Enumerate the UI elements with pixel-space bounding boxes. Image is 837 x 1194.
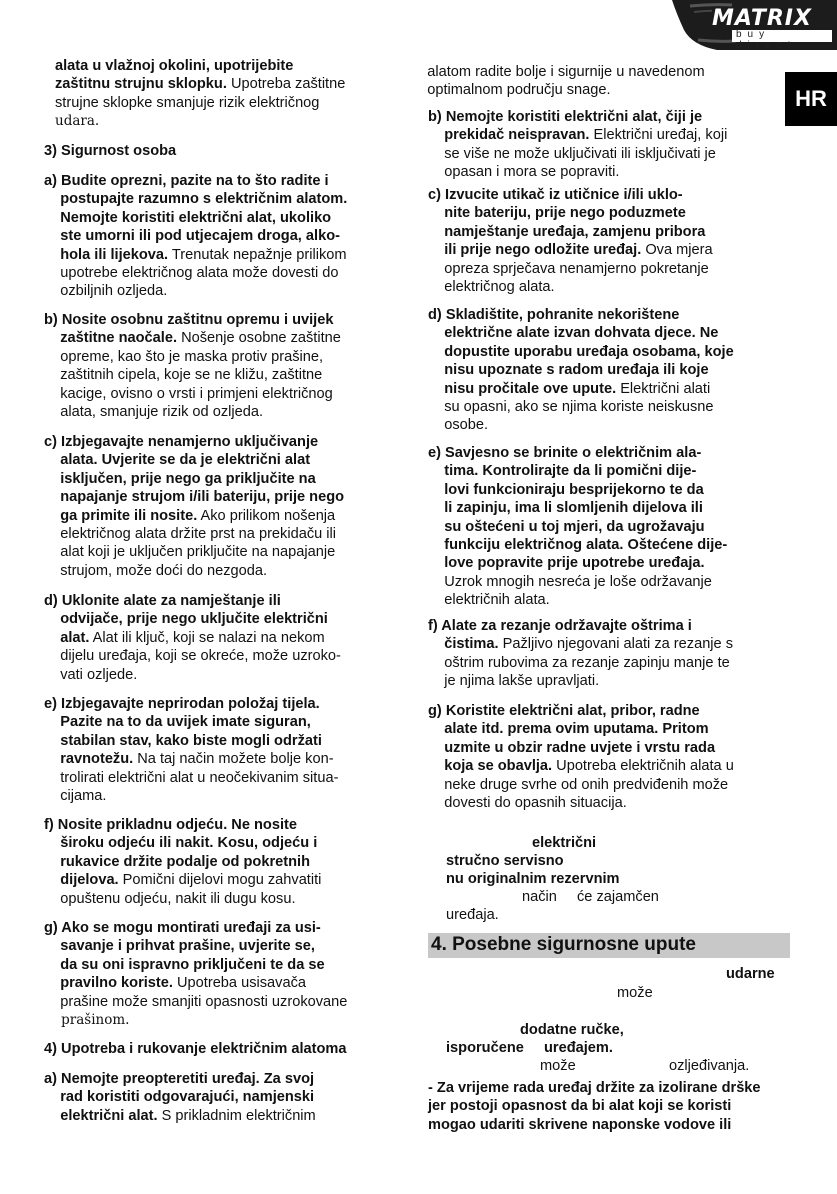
bold-text-run: Pazite na to da uvijek imate siguran, [44,714,311,731]
bold-text-run: stabilan stav, kako biste mogli održati [44,732,322,749]
bold-text-run: dopustite uporabu uređaja osobama, koje [428,343,734,360]
special-frag-4b: uređajem. [544,1040,613,1056]
bold-text-run: odvijače, prije nego uključite električni [44,611,328,628]
special-frag-5b: ozljeđivanja. [669,1058,750,1074]
bold-text-run: f) Nosite prikladnu odjeću. Ne nosite [44,817,297,833]
text-line [428,380,734,398]
text-line [44,713,338,731]
text-run: Upotreba električnih alata u [552,758,734,775]
text-line [44,1011,347,1029]
text-run: trolirati električni alat u neočekivanim situa- [44,769,339,786]
bold-text-run: čistima. [428,636,499,653]
left-item-a [44,172,347,301]
text-line [44,647,341,665]
special-frag-4a: isporučene [446,1040,524,1056]
text-run: cijama. [44,787,107,804]
text-run: Trenutak nepažnje prilikom [168,246,347,263]
text-run: Na taj način možete bolje kon- [133,751,334,768]
text-run: se više ne može uključivati ili isključivati je [428,145,716,162]
text-line [428,462,727,480]
text-run: S prikladnim električnim [157,1107,316,1124]
text-line [44,769,338,787]
text-run: Ova mjera [641,242,713,259]
left-item-f [44,816,321,908]
bold-text-run: električni alat. [44,1107,158,1124]
text-line [428,343,734,361]
text-line [428,398,734,416]
text-run: Nošenje osobne zaštitne [177,330,341,347]
text-line [44,264,347,282]
text-line [428,518,727,536]
bold-text-run: b) Nosite osobnu zaštitnu opremu i uvijek [44,312,334,328]
text-line [44,282,347,300]
right-final [428,1079,761,1134]
text-run: prašine može smanjiti opasnosti uzrokovane [44,993,348,1010]
text-line [44,853,321,871]
bold-text-run: a) Budite oprezni, pazite na to što radite i [44,173,329,189]
text-line [44,787,338,805]
bold-text-run: zaštitne naočale. [44,330,178,347]
text-line [428,145,727,163]
text-line [44,993,347,1011]
text-run: električnog alata držite prst na prekidaču ili [44,525,337,542]
text-line [44,311,341,329]
text-line [44,956,347,974]
bold-text-run: nisu pročitale ove upute. [428,380,617,397]
service-frag-1: električni [532,835,597,851]
text-run: opasan i mora se popraviti. [428,164,620,181]
bold-text-run: g) Ako se mogu montirati uređaji za usi- [44,920,321,936]
text-line [44,348,341,366]
text-line [44,190,347,208]
text-run: alata, smanjuje rizik od ozljeda. [44,403,264,420]
section-title-bar [428,933,790,958]
special-frag-2: može [617,985,653,1001]
bold-text-run: da su oni ispravno priključeni te da se [44,956,325,973]
text-run: dijelu uređaja, koji se okreće, može uzroko- [44,648,341,665]
text-line [44,172,347,190]
text-run: osobe. [428,417,489,434]
text-line [428,186,713,204]
text-line [44,329,341,347]
text-line [428,1079,761,1097]
text-run: zaštitnih cipela, koje se ne kližu, zaštitne [44,367,323,384]
text-run: Pažljivo njegovani alati za rezanje s [498,636,734,653]
left-item-c [44,433,344,580]
text-line [428,241,713,259]
text-line [428,794,734,812]
text-run: alatom radite bolje i sigurnije u navedenom [411,64,705,80]
text-line [428,635,733,653]
service-frag-5: uređaja. [446,907,499,923]
bold-text-run: zaštitnu strujnu sklopku. [55,76,227,93]
text-run: optimalnom području snage. [411,82,611,99]
text-run: su opasni, ako se njima koriste neiskusne [428,398,714,415]
text-line [44,403,341,421]
text-line [44,366,341,384]
text-line [428,278,713,296]
bold-text-run: lovi funkcioniraju besprijekorno te da [428,481,704,498]
bold-text-run: namještanje uređaja, zamjenu pribora [428,223,706,240]
language-tab: HR [785,72,837,126]
text-line [428,617,733,635]
text-line [428,260,713,278]
text-run: upotrebe električnog alata može dovesti do [44,264,339,281]
text-line [428,1097,761,1115]
text-line [44,629,341,647]
bold-text-run: ili prije nego odložite uređaj. [428,242,642,259]
special-frag-1: udarne [726,966,775,982]
service-frag-3: nu originalnim rezervnim [446,871,620,887]
bold-text-run: e) Savjesno se brinite o električnim ala- [428,445,702,461]
bold-text-run: ga primite ili nosite. [44,507,198,524]
section-title: 4. Posebne sigurnosne upute [431,934,696,955]
text-line [44,227,347,245]
brand-name: MATRIX [712,6,812,31]
text-run: dovesti do opasnih situacija. [428,794,627,811]
right-item-c [428,186,713,296]
text-line [428,361,734,379]
text-line [428,1116,761,1134]
text-line [428,591,727,609]
left-item-b [44,311,341,421]
text-line [428,720,734,738]
service-frag-2: stručno servisno [446,853,564,869]
right-item-f [428,617,733,691]
text-line [44,525,344,543]
bold-text-run: rukavice držite podalje od pokretnih [44,853,310,870]
text-line [428,108,727,126]
text-run: je njima lakše upravljati. [428,673,600,690]
text-line [428,306,734,324]
bold-text-run: tima. Kontrolirajte da li pomični dije- [428,463,697,480]
text-line [55,112,345,130]
right-intro [411,63,705,100]
bold-text-run: f) Alate za rezanje održavajte oštrima i [428,618,692,634]
bold-text-run: postupajte razumno s električnim alatom. [44,191,348,208]
left-item-a4 [44,1070,316,1125]
text-line [428,481,727,499]
bold-text-run: b) Nemojte koristiti električni alat, čiji je [428,109,703,125]
bold-text-run: isključen, prije nego ga priključite na [44,470,316,487]
bold-text-run: c) Izbjegavajte nenamjerno uključivanje [44,434,319,450]
bold-text-run: mogao udariti skrivene naponske vodove ili [428,1116,732,1133]
text-line [44,385,341,403]
special-frag-5a: može [540,1058,576,1074]
bold-text-run: dijelova. [44,872,119,889]
text-line [44,974,347,992]
bold-text-run: d) Uklonite alate za namještanje ili [44,593,281,609]
text-run: alat koji je uključen priključite na napajanje [44,544,336,561]
brand-tagline: buy direct [736,29,797,51]
heading-personal-safety: 3) Sigurnost osoba [44,143,177,159]
service-frag-4a: način [522,889,557,905]
bold-text-run: Nemojte koristiti električni alat, ukoliko [44,209,332,226]
bold-text-run: koja se obavlja. [428,758,553,775]
bold-text-run: li zapinju, ima li slomljenih dijelova ili [428,500,703,517]
text-line [44,543,344,561]
bold-text-run: jer postoji opasnost da bi alat koji se koristi [428,1098,732,1115]
text-run: Ako prilikom nošenja [197,507,336,524]
text-line [428,536,727,554]
bold-text-run: nite bateriju, prije nego poduzmete [428,205,686,222]
left-item-d [44,592,341,684]
bold-text-run: alata. Uvjerite se da je električni alat [44,452,311,469]
text-run: ozbiljnih ozljeda. [44,283,168,300]
left-item-g [44,919,347,1029]
bold-text-run: e) Izbjegavajte neprirodan položaj tijela. [44,696,320,712]
right-item-d [428,306,734,435]
text-line [428,444,727,462]
bold-text-run: prekidač neispravan. [428,127,590,144]
text-line [44,890,321,908]
bold-text-run: pravilno koriste. [44,975,173,992]
text-line [428,126,727,144]
text-run: Električni uređaj, koji [589,127,728,144]
text-run: udara. [55,113,100,130]
text-run: Pomični dijelovi mogu zahvatiti [118,872,322,889]
text-line [44,666,341,684]
text-run: Upotreba zaštitne [226,76,346,93]
special-frag-3: dodatne ručke, [520,1022,624,1038]
right-item-b [428,108,727,182]
text-line [44,1070,316,1088]
text-run: oštrim rubovima za rezanje zapinju manje te [428,654,730,671]
bold-text-run: a) Nemojte preopteretiti uređaj. Za svoj [44,1071,315,1087]
bold-text-run: uzmite u obzir radne uvjete i vrstu rada [428,739,716,756]
text-line [411,81,705,99]
text-line [44,919,347,937]
bold-text-run: savanje i prihvat prašine, uvjerite se, [44,938,315,955]
bold-text-run: alata u vlažnoj okolini, upotrijebite [55,58,294,74]
text-line [44,937,347,955]
text-line [428,499,727,517]
text-run: električnih alata. [428,592,550,609]
text-run: neke druge svrhe od onih predviđenih može [428,776,729,793]
bold-text-run: g) Koristite električni alat, pribor, radne [428,703,700,719]
bold-text-run: - Za vrijeme rada uređaj držite za izolirane drške [428,1080,761,1096]
bold-text-run: nisu upoznate s radom uređaja ili koje [428,362,709,379]
text-line [411,63,705,81]
text-line [44,592,341,610]
bold-text-run: napajanje strujom i/ili bateriju, prije nego [44,489,345,506]
right-item-g [428,702,734,812]
text-line [428,654,733,672]
text-run: opreme, kao što je maska protiv prašine, [44,348,324,365]
text-run: Upotreba usisavača [172,975,306,992]
bold-text-run: c) Izvucite utikač iz utičnice i/ili uklo- [428,187,683,203]
text-line [44,433,344,451]
bold-text-run: široku odjeću ili nakit. Kosu, odjeću i [44,835,318,852]
left-item-e [44,695,338,805]
text-line [44,871,321,889]
bold-text-run: hola ili lijekova. [44,246,169,263]
text-line [44,610,341,628]
text-line [428,204,713,222]
text-line [44,246,347,264]
bold-text-run: alat. [44,629,90,646]
text-line [428,163,727,181]
text-line [55,57,345,75]
text-run: kacige, ovisno o vrsti i primjeni električnog [44,385,333,402]
text-run: opreza sprječava nenamjerno pokretanje [428,260,709,277]
text-line [44,1107,316,1125]
text-line [428,739,734,757]
text-line [428,554,727,572]
bold-text-run: love popravite prije upotrebe uređaja. [428,555,705,572]
text-line [428,573,727,591]
text-line [44,695,338,713]
text-line [44,750,338,768]
text-line [428,702,734,720]
text-line [55,75,345,93]
text-run: prašinom. [44,1011,130,1028]
bold-text-run: ste umorni ili pod utjecajem droga, alko- [44,228,340,245]
text-line [44,1088,316,1106]
text-run: strujom, može doći do nezgoda. [44,562,268,579]
bold-text-run: rad koristiti odgovarajući, namjenski [44,1089,315,1106]
right-item-e [428,444,727,610]
text-line [44,470,344,488]
text-line [44,451,344,469]
service-frag-4b: će zajamčen [577,889,659,905]
text-line [428,324,734,342]
matrix-logo [672,0,837,50]
text-line [428,757,734,775]
bold-text-run: alate itd. prema ovim uputama. Pritom [428,721,709,738]
bold-text-run: električne alate izvan dohvata djece. Ne [428,325,719,342]
heading-tool-use: 4) Upotreba i rukovanje električnim alatoma [44,1041,347,1057]
text-line [428,416,734,434]
bold-text-run: ravnotežu. [44,751,134,768]
text-line [55,94,345,112]
bold-text-run: funkciju električnog alata. Oštećene dije- [428,536,728,553]
text-run: Uzrok mnogih nesreća je loše održavanje [428,573,712,590]
text-line [428,776,734,794]
text-run: Alat ili ključ, koji se nalazi na nekom [89,629,325,646]
bold-text-run: d) Skladištite, pohranite nekorištene [428,307,680,323]
text-line [428,672,733,690]
text-run: Električni alati [616,380,711,397]
text-line [44,562,344,580]
bold-text-run: su oštećeni u toj mjeri, da ugrožavaju [428,518,705,535]
text-line [44,834,321,852]
text-line [44,507,344,525]
text-line [428,223,713,241]
text-run: strujne sklopke smanjuje rizik električnog [55,94,320,111]
text-run: opuštenu odjeću, nakit ili dugu kosu. [44,890,296,907]
text-line [44,732,338,750]
text-line [44,816,321,834]
text-line [44,209,347,227]
left-intro [55,57,345,131]
text-run: električnog alata. [428,278,555,295]
text-line [44,488,344,506]
text-run: vati ozljede. [44,666,138,683]
